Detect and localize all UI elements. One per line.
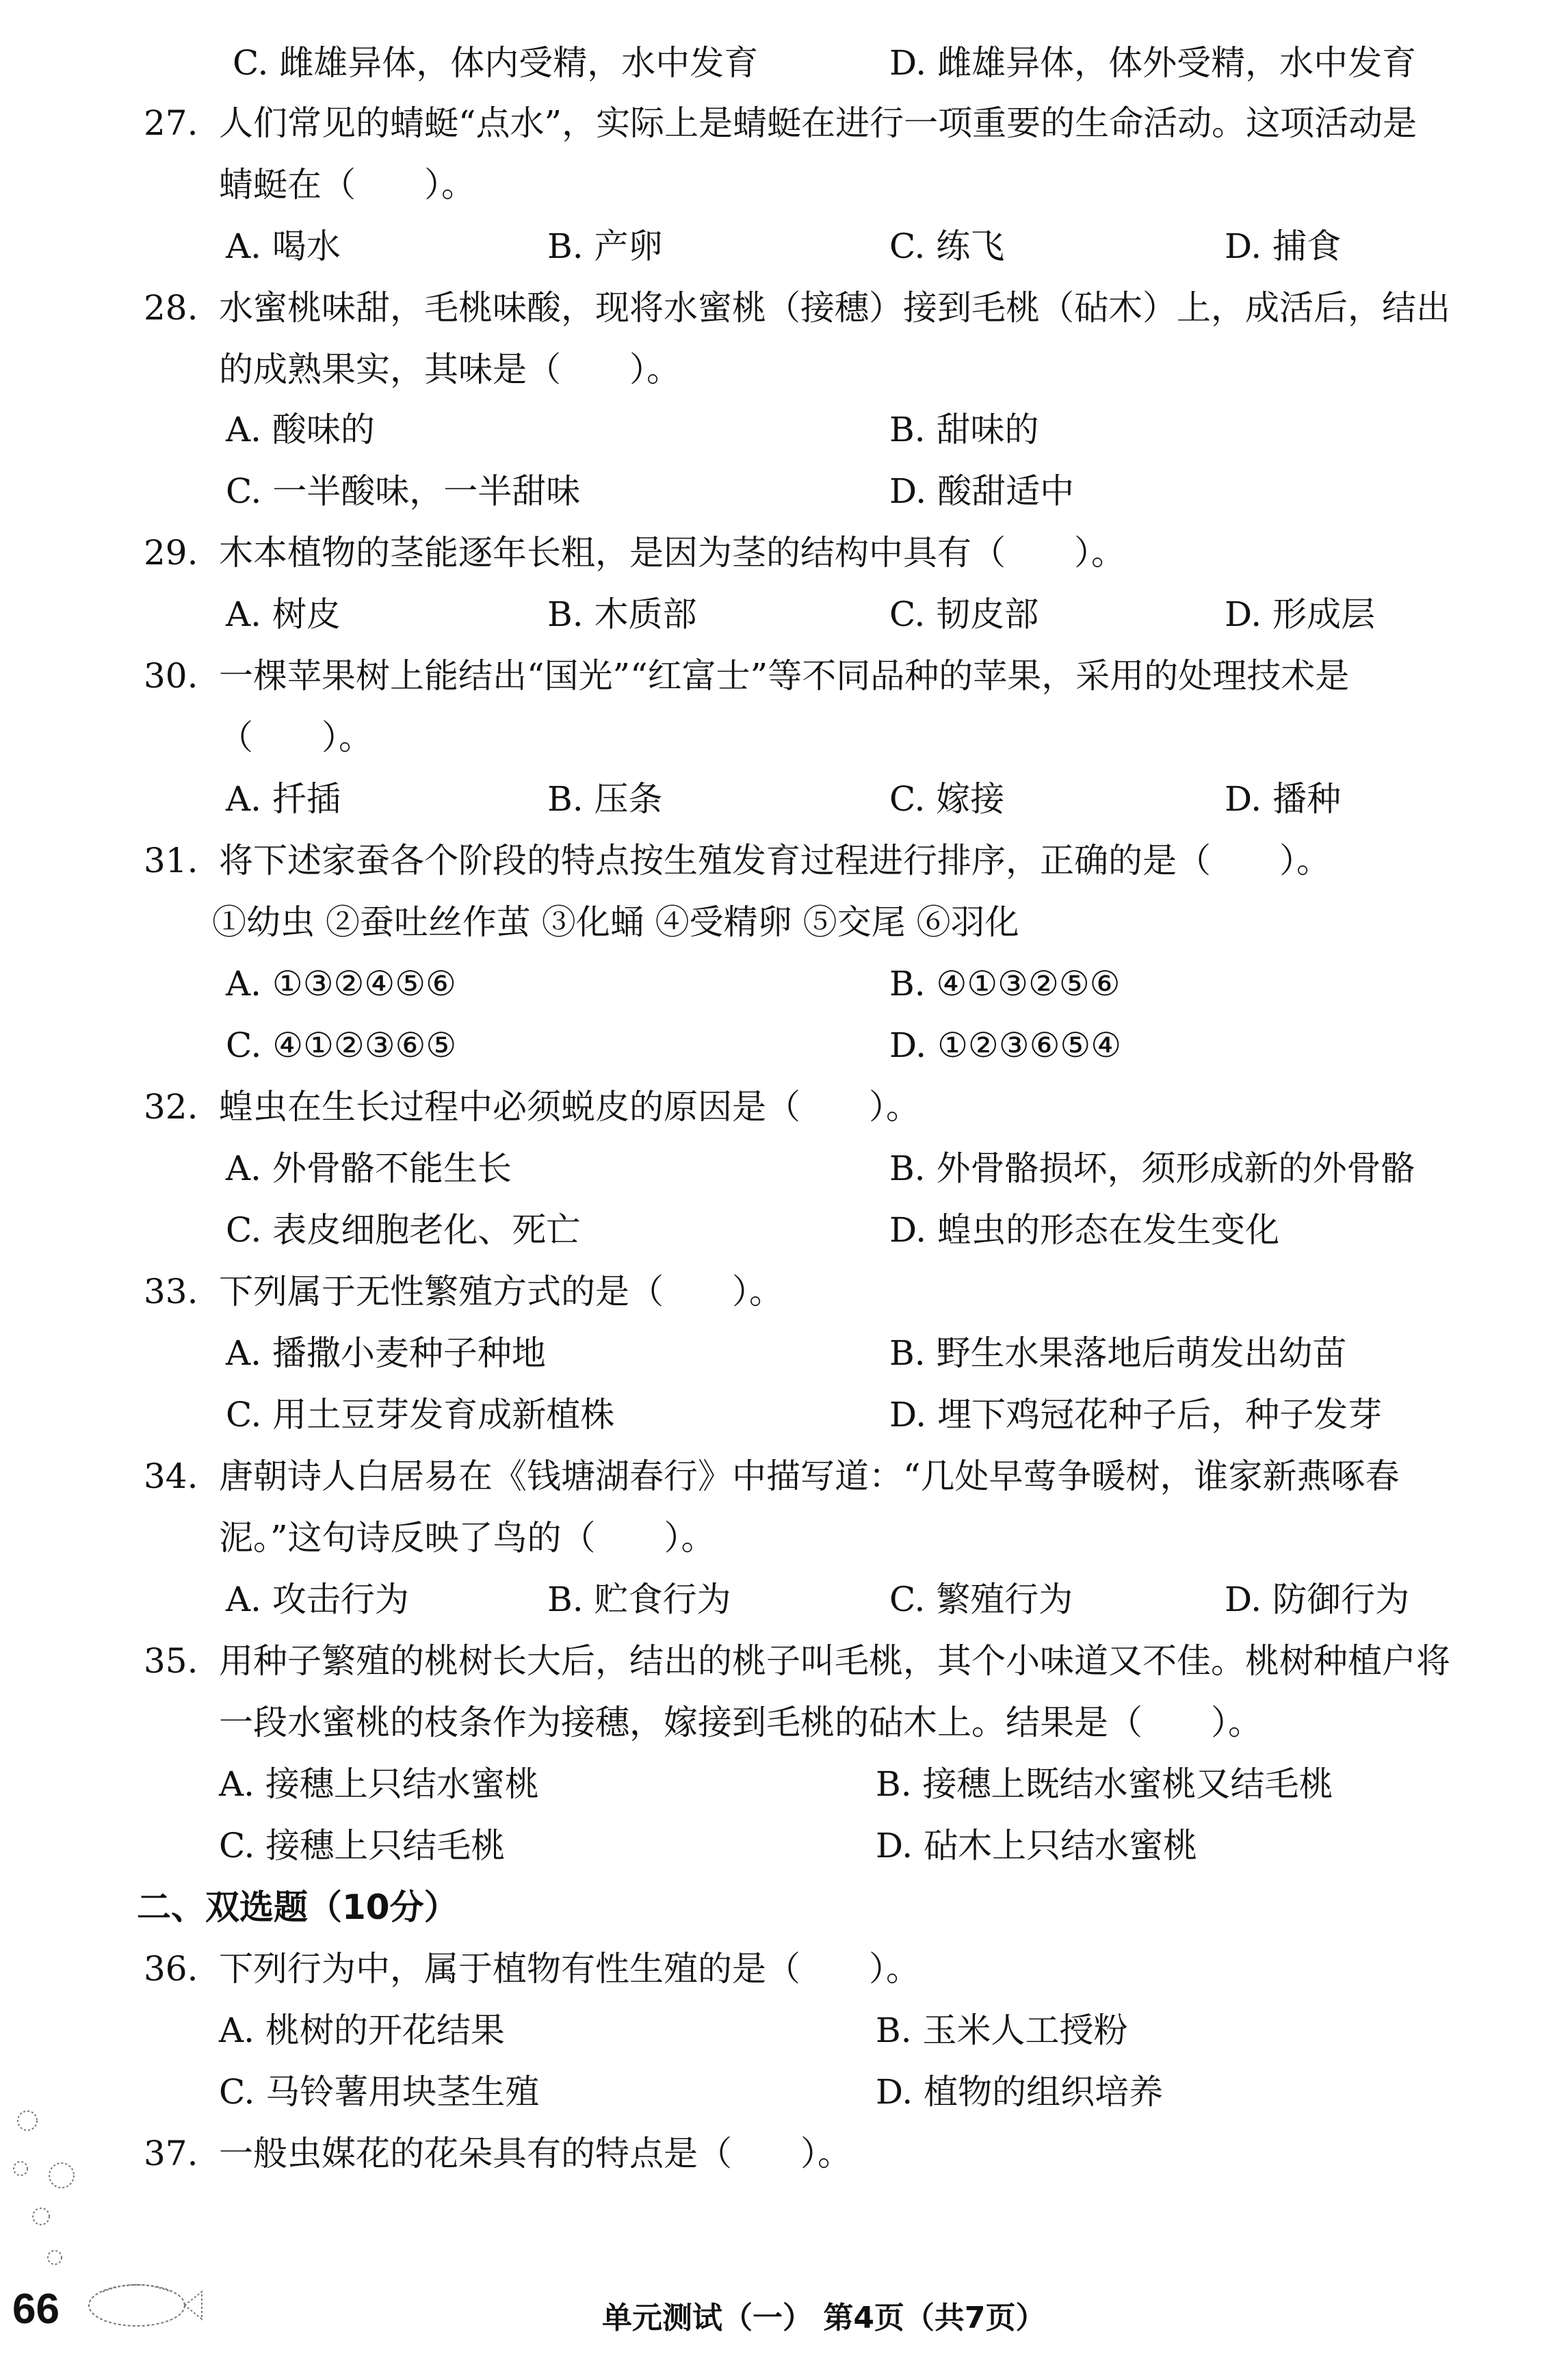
q35-option-a: A. 接穗上只结水蜜桃 [219, 1764, 539, 1804]
q36-option-a: A. 桃树的开花结果 [219, 2011, 505, 2050]
q28-stem-line1: 水蜜桃味甜，毛桃味酸，现将水蜜桃（接穗）接到毛桃（砧木）上，成活后，结出 [219, 288, 1450, 328]
q29-number: 29. [144, 533, 198, 573]
q32-option-b: B. 外骨骼损坏，须形成新的外骨骼 [889, 1149, 1415, 1188]
q35-number: 35. [144, 1641, 198, 1681]
q37-stem-line1: 一般虫媒花的花朵具有的特点是（ ）。 [219, 2134, 852, 2173]
q31-option-c: C. ④①②③⑥⑤ [226, 1025, 457, 1065]
q32-option-d: D. 蝗虫的形态在发生变化 [889, 1210, 1280, 1250]
q33-stem-line1: 下列属于无性繁殖方式的是（ ）。 [219, 1272, 783, 1311]
q27-option-c: C. 练飞 [889, 226, 1005, 266]
q27-option-b: B. 产卵 [547, 226, 663, 266]
q34-option-b: B. 贮食行为 [547, 1580, 731, 1619]
q28-stem-line2: 的成熟果实，其味是（ ）。 [219, 350, 681, 389]
q32-number: 32. [144, 1087, 198, 1127]
q37-number: 37. [144, 2134, 198, 2173]
q28-option-b: B. 甜味的 [889, 410, 1039, 449]
q33-number: 33. [144, 1272, 198, 1311]
q33-option-c: C. 用土豆芽发育成新植株 [226, 1395, 615, 1435]
q31-stem-line1: 将下述家蚕各个阶段的特点按生殖发育过程进行排序，正确的是（ ）。 [219, 841, 1331, 880]
q29-stem-line1: 木本植物的茎能逐年长粗，是因为茎的结构中具有（ ）。 [219, 533, 1125, 573]
q35-option-b: B. 接穗上既结水蜜桃又结毛桃 [876, 1764, 1333, 1804]
q31-option-b: B. ④①③②⑤⑥ [889, 964, 1121, 1004]
q34-option-c: C. 繁殖行为 [889, 1580, 1073, 1619]
q29-option-a: A. 树皮 [226, 594, 341, 634]
q31-option-a: A. ①③②④⑤⑥ [226, 964, 456, 1004]
q34-stem-line1: 唐朝诗人白居易在《钱塘湖春行》中描写道：“几处早莺争暖树，谁家新燕啄春 [219, 1456, 1400, 1496]
q34-option-a: A. 攻击行为 [226, 1580, 409, 1619]
q35-option-c: C. 接穗上只结毛桃 [219, 1826, 506, 1866]
q30-option-d: D. 播种 [1225, 779, 1342, 819]
q32-option-c: C. 表皮细胞老化、死亡 [226, 1210, 581, 1250]
q35-option-d: D. 砧木上只结水蜜桃 [876, 1826, 1198, 1866]
q29-option-d: D. 形成层 [1225, 594, 1376, 634]
q27-stem-line1: 人们常见的蜻蜓“点水”，实际上是蜻蜓在进行一项重要的生命活动。这项活动是 [219, 103, 1417, 143]
q27-stem-line2: 蜻蜓在（ ）。 [219, 165, 475, 205]
q36-stem-line1: 下列行为中，属于植物有性生殖的是（ ）。 [219, 1949, 920, 1989]
q30-option-b: B. 压条 [547, 779, 663, 819]
q28-option-d: D. 酸甜适中 [889, 471, 1075, 511]
q35-stem-line1: 用种子繁殖的桃树长大后，结出的桃子叫毛桃，其个小味道又不佳。桃树种植户将 [219, 1641, 1450, 1681]
q28-option-a: A. 酸味的 [226, 410, 375, 449]
section-heading-double-choice: 二、双选题（10分） [137, 1887, 458, 1927]
q31-option-d: D. ①②③⑥⑤④ [889, 1025, 1122, 1065]
q26-option-c: C. 雌雄异体，体内受精，水中发育 [233, 43, 759, 83]
q30-stem-line1: 一棵苹果树上能结出“国光”“红富士”等不同品种的苹果，采用的处理技术是 [219, 656, 1350, 696]
q27-number: 27. [144, 103, 198, 143]
q30-number: 30. [144, 656, 198, 696]
q28-option-c: C. 一半酸味，一半甜味 [226, 471, 581, 511]
q33-option-b: B. 野生水果落地后萌发出幼苗 [889, 1333, 1347, 1373]
q29-option-b: B. 木质部 [547, 594, 697, 634]
q35-stem-line2: 一段水蜜桃的枝条作为接穗，嫁接到毛桃的砧木上。结果是（ ）。 [219, 1703, 1262, 1742]
q30-option-c: C. 嫁接 [889, 779, 1005, 819]
q36-option-c: C. 马铃薯用块茎生殖 [219, 2072, 540, 2112]
q29-option-c: C. 韧皮部 [889, 594, 1039, 634]
q33-option-a: A. 播撒小麦种子种地 [226, 1333, 546, 1373]
q36-number: 36. [144, 1949, 198, 1989]
q27-option-d: D. 捕食 [1225, 226, 1342, 266]
q28-number: 28. [144, 288, 198, 328]
q32-stem-line1: 蝗虫在生长过程中必须蜕皮的原因是（ ）。 [219, 1087, 920, 1127]
q27-option-a: A. 喝水 [226, 226, 341, 266]
q36-option-d: D. 植物的组织培养 [876, 2072, 1164, 2112]
q34-number: 34. [144, 1456, 198, 1496]
q34-option-d: D. 防御行为 [1225, 1580, 1410, 1619]
q32-option-a: A. 外骨骼不能生长 [226, 1149, 512, 1188]
q33-option-d: D. 埋下鸡冠花种子后，种子发芽 [889, 1395, 1383, 1435]
q30-option-a: A. 扦插 [226, 779, 341, 819]
q36-option-b: B. 玉米人工授粉 [876, 2011, 1128, 2050]
q31-number: 31. [144, 841, 198, 880]
q30-stem-line2: （ ）。 [219, 718, 373, 757]
page-number: 66 [12, 2286, 60, 2333]
q34-stem-line2: 泥。”这句诗反映了鸟的（ ）。 [219, 1518, 716, 1558]
q26-option-d: D. 雌雄异体，体外受精，水中发育 [889, 43, 1417, 83]
q31-stem-line2: ①幼虫 ②蚕吐丝作茧 ③化蛹 ④受精卵 ⑤交尾 ⑥羽化 [212, 902, 1019, 942]
footer-label: 单元测试（一） 第4页（共7页） [602, 2301, 1046, 2335]
